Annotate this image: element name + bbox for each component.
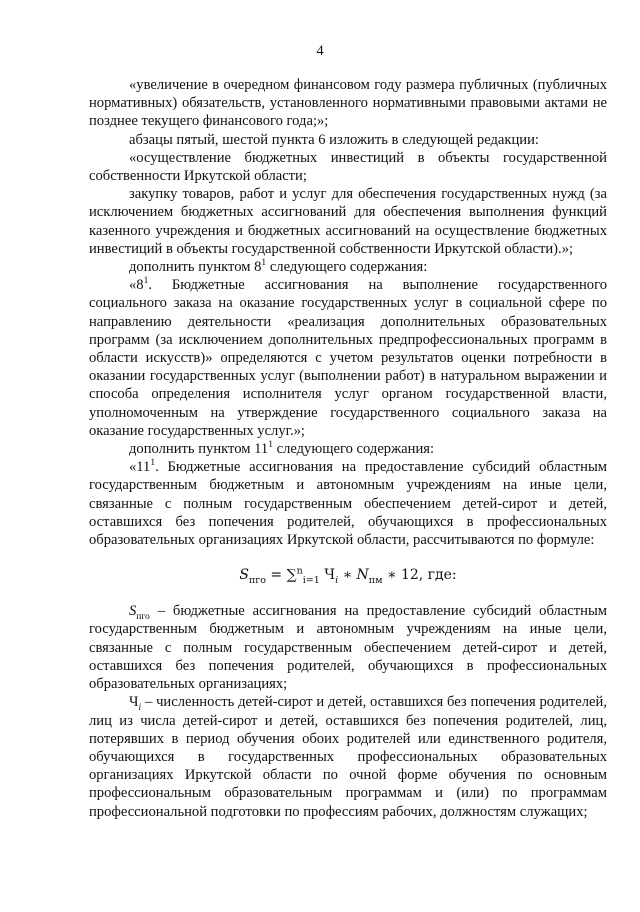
paragraph-8-superscript: 1: [150, 458, 156, 469]
paragraph-10-symbol: Ч: [129, 694, 139, 711]
paragraph-1: «увеличение в очередном финансовом году размера публичных (публичных нормативных) обязательств, установленного нормативными правовыми актами не позднее текущего финансового года;»;: [89, 77, 607, 130]
formula-times-1: ∗: [338, 567, 357, 584]
document-body: [89, 76, 607, 821]
paragraph-7-text-start: дополнить пунктом 11: [129, 441, 269, 458]
paragraph-5-text-end: следующего содержания:: [266, 259, 428, 276]
formula-n-symbol: N: [356, 567, 369, 584]
page-number: 4: [316, 43, 324, 59]
formula: [89, 564, 607, 586]
paragraph-5-superscript: 1: [261, 258, 267, 269]
paragraph-3: «осуществление бюджетных инвестиций в объекты государственной собственности Иркутской области;: [89, 149, 607, 185]
paragraph-6: [89, 276, 607, 440]
paragraph-7: [89, 440, 607, 458]
paragraph-10-subscript: i: [138, 703, 142, 714]
paragraph-9-text: – бюджетные ассигнования на предоставление субсидий областным государственным бюджетным и автономным учреждениям на иные цели, связанные с полным государственным обеспечением детей-сирот и детей, оставшихся без попечения родителей, обучающихся в профессиональных образовательных организациях;: [89, 603, 607, 693]
paragraph-5: [89, 258, 607, 276]
paragraph-8-text-end: . Бюджетные ассигнования на предоставление субсидий областным государственным бюджетным и автономным учреждениям на иные цели, связанные с полным государственным обеспечением детей-сирот и детей, оставшихся без попечения родителей, обучающихся в профессиональных образовательных организациях Иркутской области, рассчитываются по формуле:: [89, 459, 607, 549]
formula-lhs-subscript: пго: [248, 575, 266, 587]
paragraph-8: [89, 458, 607, 549]
paragraph-10-text: – численность детей-сирот и детей, оставшихся без попечения родителей, лиц из числа детей-сирот и детей, оставшихся без попечения родителей, лиц, потерявших в период обучения обоих родителей или единственного родителя, обучающихся в государственных профессиональных образовательных организациях Иркутской области по очной форме обучения по основным профессиональным образовательным программам и (или) по программам профессиональной подготовки по профессиям рабочих, должностям служащих;: [89, 694, 607, 820]
formula-sum-lower: i=1: [302, 575, 320, 587]
formula-times-2: ∗ 12, где:: [382, 567, 457, 584]
paragraph-9-symbol: S: [129, 603, 137, 620]
formula-ch-symbol: Ч: [324, 567, 336, 584]
formula-equals: =: [265, 567, 287, 584]
paragraph-6-text-end: . Бюджетные ассигнования на выполнение государственного социального заказа на оказание государственных услуг в социальной сфере по направлению деятельности «реализация дополнительных образовательных программ (за исключением дополнительных предпрофессиональных программ в области искусств)» определяются с учетом результатов оценки потребности в оказании государственных услуг (выполнении работ) в натуральном выражении и способа определения исполнителя услуг органом государственной власти, уполномоченным на утверждение государственного социального заказа на оказание государственных услуг.»;: [89, 277, 607, 439]
paragraph-7-text-end: следующего содержания:: [272, 441, 435, 458]
formula-ch-subscript: i: [335, 575, 339, 587]
paragraph-6-text-start: «8: [129, 277, 144, 294]
paragraph-9-subscript: пго: [136, 612, 150, 623]
formula-lhs-symbol: S: [239, 567, 249, 584]
paragraph-6-superscript: 1: [143, 276, 149, 287]
formula-n-subscript: пм: [368, 575, 383, 587]
paragraph-9: [89, 602, 607, 693]
paragraph-5-text-start: дополнить пунктом 8: [129, 259, 262, 276]
formula-sum-upper: n: [296, 565, 303, 577]
paragraph-7-superscript: 1: [268, 440, 273, 451]
formula-sum-sign: ∑: [286, 567, 297, 584]
paragraph-2: абзацы пятый, шестой пункта 6 изложить в следующей редакции:: [129, 131, 539, 148]
paragraph-8-text-start: «11: [129, 459, 151, 476]
paragraph-10: [89, 693, 607, 820]
paragraph-4: закупку товаров, работ и услуг для обеспечения государственных нужд (за исключением бюджетных ассигнований для обеспечения выполнения функций казенного учреждения и бюджетных ассигнований на осуществление бюджетных инвестиций в объекты государственной собственности Иркутской области).»;: [89, 186, 607, 257]
